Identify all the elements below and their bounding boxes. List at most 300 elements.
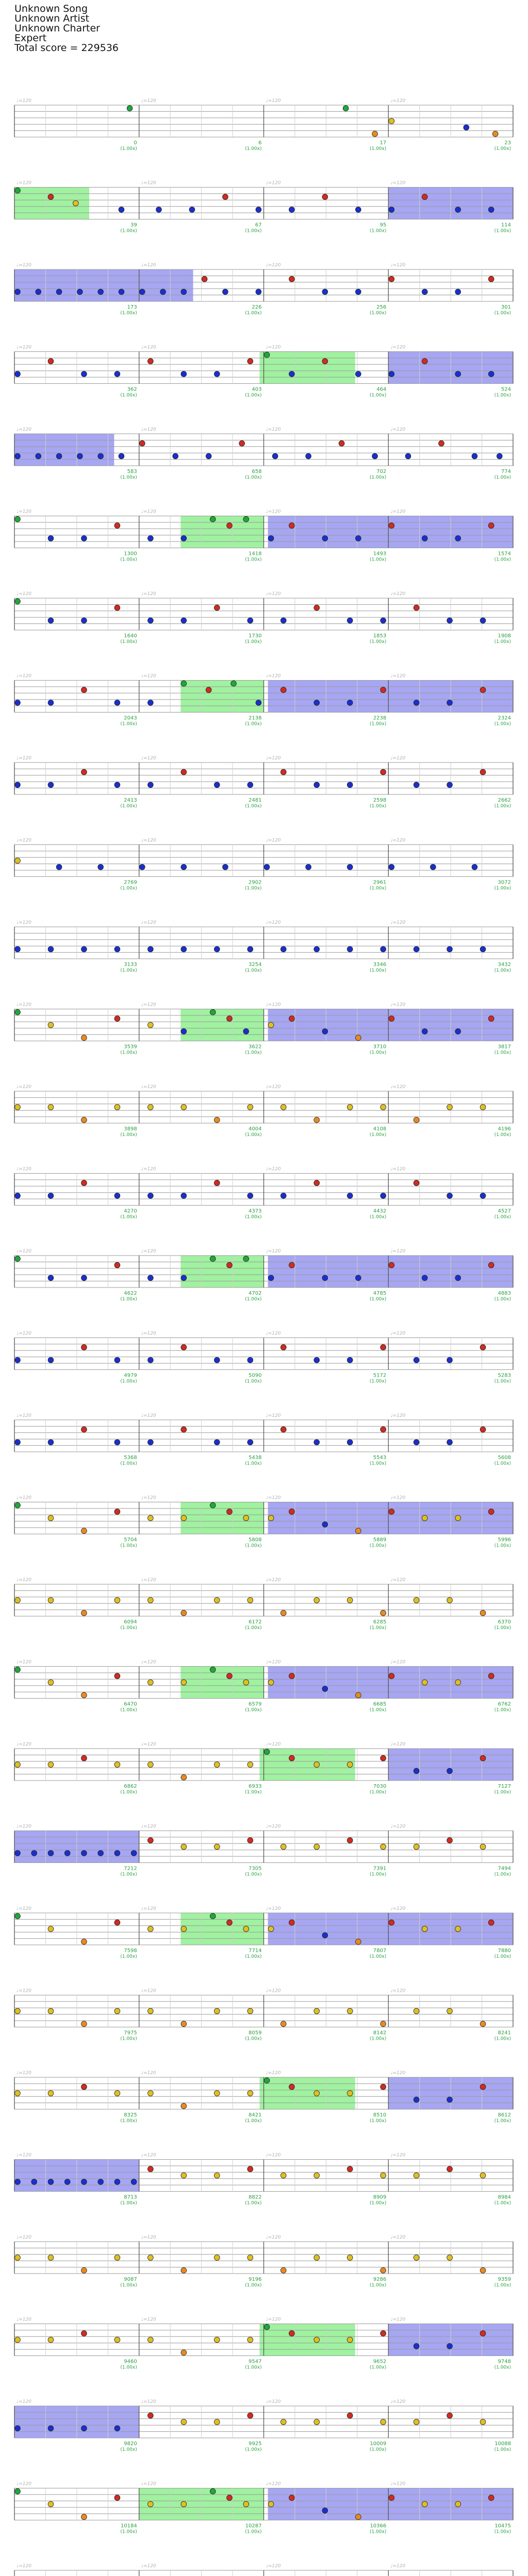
note-red (488, 1673, 494, 1679)
note-yellow (414, 2008, 419, 2014)
metronome-tempo-icon: ♩=120 (16, 180, 31, 186)
note-green (15, 2488, 21, 2494)
note-yellow (147, 2091, 153, 2096)
note-blue (256, 700, 261, 706)
note-yellow (114, 2008, 120, 2014)
measure-multiplier: (1.00x) (369, 557, 387, 563)
note-green (231, 681, 237, 686)
note-blue (389, 371, 394, 377)
note-orange (280, 2021, 286, 2027)
solo-region (180, 1256, 263, 1287)
note-blue (81, 946, 87, 952)
metronome-tempo-icon: ♩=120 (141, 180, 156, 186)
metronome-tempo-icon: ♩=120 (266, 1084, 281, 1090)
note-blue (381, 1193, 386, 1199)
note-yellow (447, 2255, 453, 2261)
measure-score: 4432 (373, 1208, 387, 1214)
metronome-tempo-icon: ♩=120 (141, 2481, 156, 2487)
note-red (480, 2331, 486, 2336)
metronome-tempo-icon: ♩=120 (16, 263, 31, 268)
note-orange (81, 2514, 87, 2520)
measure-multiplier: (1.00x) (369, 1132, 387, 1138)
measure-multiplier: (1.00x) (120, 1625, 137, 1631)
measure-score: 4979 (124, 1372, 137, 1379)
measure-multiplier: (1.00x) (369, 2447, 387, 2452)
note-blue (181, 371, 187, 377)
measure-multiplier: (1.00x) (245, 475, 262, 480)
measure-multiplier: (1.00x) (494, 1379, 511, 1384)
note-red (289, 1016, 294, 1022)
note-green (264, 1749, 270, 1755)
measure-multiplier: (1.00x) (494, 311, 511, 316)
note-blue (147, 1275, 153, 1281)
note-red (147, 2413, 153, 2418)
metronome-tempo-icon: ♩=120 (390, 98, 406, 104)
note-blue (248, 946, 253, 952)
staff-row (14, 1578, 513, 1631)
note-red (81, 769, 87, 775)
measure-score: 6172 (249, 1619, 262, 1625)
metronome-tempo-icon: ♩=120 (141, 1495, 156, 1501)
measure-multiplier: (1.00x) (494, 639, 511, 645)
metronome-tempo-icon: ♩=120 (390, 838, 406, 843)
measure-score: 8909 (373, 2194, 387, 2200)
note-yellow (414, 1598, 419, 1603)
measure-multiplier: (1.00x) (369, 1872, 387, 1877)
note-green (210, 1009, 216, 1015)
note-red (114, 523, 120, 529)
note-blue (430, 865, 436, 870)
metronome-tempo-icon: ♩=120 (266, 1906, 281, 1911)
measure-score: 2238 (373, 715, 387, 721)
staff-row (14, 838, 513, 891)
note-yellow (48, 1105, 54, 1110)
note-red (147, 1838, 153, 1843)
note-blue (447, 782, 453, 788)
note-red (81, 1427, 87, 1432)
measure-multiplier: (1.00x) (494, 393, 511, 398)
staff-row (14, 756, 513, 809)
measure-score: 3072 (498, 879, 511, 886)
note-green (181, 681, 187, 686)
note-blue (414, 700, 419, 706)
measure-multiplier: (1.00x) (369, 1954, 387, 1959)
note-red (280, 769, 286, 775)
note-red (81, 1755, 87, 1761)
measure-multiplier: (1.00x) (245, 1461, 262, 1466)
metronome-tempo-icon: ♩=120 (266, 427, 281, 432)
note-red (480, 1345, 486, 1350)
note-blue (147, 1439, 153, 1445)
note-blue (77, 453, 82, 459)
note-blue (280, 1193, 286, 1199)
note-yellow (48, 1598, 54, 1603)
note-yellow (414, 2255, 419, 2261)
note-yellow (248, 1105, 253, 1110)
measure-score: 6685 (373, 1701, 387, 1707)
metronome-tempo-icon: ♩=120 (141, 1002, 156, 1008)
note-red (206, 687, 211, 693)
note-blue (422, 536, 427, 541)
note-yellow (314, 2008, 320, 2014)
measure-score: 4622 (124, 1291, 137, 1296)
note-yellow (447, 2008, 453, 2014)
note-red (439, 440, 444, 446)
note-orange (81, 1117, 87, 1123)
note-blue (314, 782, 320, 788)
note-orange (181, 2103, 187, 2109)
metronome-tempo-icon: ♩=120 (141, 2153, 156, 2158)
note-blue (114, 2426, 120, 2431)
note-blue (243, 1029, 249, 1035)
note-yellow (422, 1515, 427, 1521)
metronome-tempo-icon: ♩=120 (141, 1413, 156, 1418)
note-yellow (381, 2419, 386, 2425)
note-yellow (422, 2501, 427, 2507)
note-yellow (48, 1680, 54, 1685)
note-orange (81, 1035, 87, 1041)
note-yellow (268, 1022, 274, 1028)
note-yellow (347, 2337, 353, 2343)
note-blue (81, 1275, 87, 1281)
note-red (381, 2331, 386, 2336)
note-yellow (480, 1105, 486, 1110)
measure-score: 8059 (249, 2030, 262, 2036)
note-blue (81, 1851, 87, 1856)
measure-score: 8713 (124, 2194, 137, 2200)
note-yellow (114, 2091, 120, 2096)
note-yellow (314, 2255, 320, 2261)
staff-row (14, 920, 513, 973)
note-blue (264, 865, 270, 870)
note-yellow (181, 2173, 187, 2178)
metronome-tempo-icon: ♩=120 (141, 1659, 156, 1665)
measure-multiplier: (1.00x) (369, 1214, 387, 1220)
metronome-tempo-icon: ♩=120 (16, 920, 31, 925)
note-red (488, 1509, 494, 1515)
note-red (114, 1920, 120, 1925)
measure-multiplier: (1.00x) (494, 146, 511, 151)
note-blue (114, 1358, 120, 1363)
note-blue (347, 1358, 353, 1363)
note-blue (15, 2426, 21, 2431)
solo-region (180, 1913, 263, 1945)
measure-multiplier: (1.00x) (494, 968, 511, 973)
staff-row (14, 1331, 513, 1384)
note-blue (77, 289, 82, 295)
note-green (15, 599, 21, 604)
star-power-region (268, 1009, 513, 1041)
measure-score: 5704 (124, 1537, 137, 1543)
note-green (15, 188, 21, 193)
note-blue (147, 700, 153, 706)
measure-multiplier: (1.00x) (120, 1707, 137, 1713)
note-yellow (347, 2008, 353, 2014)
metronome-tempo-icon: ♩=120 (390, 509, 406, 515)
note-blue (447, 1193, 453, 1199)
metronome-tempo-icon: ♩=120 (16, 1495, 31, 1501)
note-blue (347, 865, 353, 870)
measure-multiplier: (1.00x) (494, 2447, 511, 2452)
metronome-tempo-icon: ♩=120 (141, 1742, 156, 1747)
note-yellow (48, 2337, 54, 2343)
note-green (264, 2324, 270, 2330)
note-blue (214, 371, 220, 377)
note-yellow (414, 1844, 419, 1850)
note-green (243, 1256, 249, 1262)
metronome-tempo-icon: ♩=120 (390, 345, 406, 350)
note-orange (181, 2267, 187, 2273)
measure-multiplier: (1.00x) (245, 1707, 262, 1713)
note-blue (447, 1768, 453, 1774)
measure-multiplier: (1.00x) (494, 1132, 511, 1138)
note-blue (173, 453, 178, 459)
note-orange (81, 1939, 87, 1944)
note-red (381, 687, 386, 693)
note-red (81, 1345, 87, 1350)
note-blue (355, 536, 361, 541)
note-blue (414, 782, 419, 788)
note-red (447, 1838, 453, 1843)
note-red (322, 359, 328, 364)
solo-region (180, 516, 263, 548)
note-yellow (15, 1762, 21, 1768)
measure-multiplier: (1.00x) (494, 1872, 511, 1877)
measure-multiplier: (1.00x) (494, 2529, 511, 2535)
measure-score: 4004 (249, 1126, 262, 1132)
metronome-tempo-icon: ♩=120 (266, 2235, 281, 2240)
note-red (314, 1180, 320, 1186)
note-yellow (248, 2255, 253, 2261)
note-blue (322, 536, 328, 541)
staff-row (14, 1496, 513, 1549)
note-yellow (48, 2255, 54, 2261)
note-yellow (48, 1515, 54, 1521)
metronome-tempo-icon: ♩=120 (16, 1413, 31, 1418)
note-red (480, 1427, 486, 1432)
note-orange (381, 2267, 386, 2273)
note-blue (36, 453, 41, 459)
measure-multiplier: (1.00x) (120, 1379, 137, 1384)
note-red (114, 2495, 120, 2501)
metronome-tempo-icon: ♩=120 (390, 2153, 406, 2158)
note-blue (347, 700, 353, 706)
note-blue (447, 618, 453, 623)
note-blue (214, 1358, 220, 1363)
measure-multiplier: (1.00x) (120, 311, 137, 316)
metronome-tempo-icon: ♩=120 (266, 2071, 281, 2076)
note-blue (314, 946, 320, 952)
staff-row (14, 1167, 513, 1220)
note-yellow (248, 1598, 253, 1603)
note-blue (147, 1193, 153, 1199)
note-green (15, 516, 21, 522)
note-blue (455, 207, 461, 213)
metronome-tempo-icon: ♩=120 (141, 263, 156, 268)
note-red (488, 1262, 494, 1268)
measure-multiplier: (1.00x) (369, 2119, 387, 2124)
note-green (210, 1667, 216, 1672)
note-yellow (480, 1844, 486, 1850)
metronome-tempo-icon: ♩=120 (266, 98, 281, 104)
measure-multiplier: (1.00x) (494, 721, 511, 727)
note-red (422, 359, 427, 364)
note-blue (147, 1358, 153, 1363)
note-red (48, 194, 54, 200)
staff-row (14, 1824, 513, 1877)
star-power-region (14, 434, 114, 466)
metronome-tempo-icon: ♩=120 (266, 345, 281, 350)
measure-multiplier: (1.00x) (245, 2365, 262, 2370)
note-yellow (280, 1105, 286, 1110)
note-red (289, 1673, 294, 1679)
measure-multiplier: (1.00x) (369, 2283, 387, 2288)
measure-score: 5608 (498, 1455, 511, 1461)
note-yellow (15, 858, 21, 863)
note-red (289, 523, 294, 529)
note-red (181, 769, 187, 775)
note-blue (322, 1686, 328, 1692)
measure-multiplier: (1.00x) (369, 1790, 387, 1795)
note-orange (81, 1528, 87, 1534)
measure-multiplier: (1.00x) (494, 1050, 511, 1056)
note-blue (81, 618, 87, 623)
note-red (347, 1838, 353, 1843)
note-orange (214, 1117, 220, 1123)
note-yellow (314, 2419, 320, 2425)
metronome-tempo-icon: ♩=120 (390, 2235, 406, 2240)
note-yellow (314, 1762, 320, 1768)
metronome-tempo-icon: ♩=120 (16, 756, 31, 761)
measure-score: 9196 (249, 2277, 262, 2282)
staff-row (14, 1413, 513, 1466)
measure-score: 9547 (249, 2359, 262, 2365)
metronome-tempo-icon: ♩=120 (141, 1249, 156, 1254)
measure-score: 95 (380, 222, 387, 228)
metronome-tempo-icon: ♩=120 (16, 2481, 31, 2487)
note-blue (15, 946, 21, 952)
measure-multiplier: (1.00x) (494, 2119, 511, 2124)
note-red (181, 1345, 187, 1350)
measure-multiplier: (1.00x) (245, 1872, 262, 1877)
note-blue (447, 2097, 453, 2103)
measure-multiplier: (1.00x) (494, 804, 511, 809)
measure-score: 226 (252, 304, 262, 310)
note-blue (160, 289, 166, 295)
note-yellow (455, 1680, 461, 1685)
measure-multiplier: (1.00x) (120, 639, 137, 645)
solo-region (259, 1749, 355, 1781)
note-blue (139, 865, 145, 870)
measure-multiplier: (1.00x) (120, 721, 137, 727)
note-blue (48, 1439, 54, 1445)
measure-multiplier: (1.00x) (120, 2200, 137, 2206)
measure-multiplier: (1.00x) (494, 1461, 511, 1466)
note-red (48, 359, 54, 364)
measure-score: 67 (255, 222, 262, 228)
note-yellow (347, 2255, 353, 2261)
note-blue (248, 1358, 253, 1363)
note-blue (181, 1275, 187, 1281)
measure-multiplier: (1.00x) (245, 1625, 262, 1631)
measure-multiplier: (1.00x) (245, 1790, 262, 1795)
note-yellow (314, 1844, 320, 1850)
note-red (339, 440, 344, 446)
note-yellow (381, 2173, 386, 2178)
metronome-tempo-icon: ♩=120 (390, 1824, 406, 1829)
measure-multiplier: (1.00x) (245, 639, 262, 645)
note-yellow (389, 118, 394, 124)
measure-multiplier: (1.00x) (245, 311, 262, 316)
note-blue (181, 946, 187, 952)
measure-score: 3133 (124, 962, 137, 968)
note-blue (181, 865, 187, 870)
measure-multiplier: (1.00x) (120, 393, 137, 398)
metronome-tempo-icon: ♩=120 (390, 1002, 406, 1008)
note-blue (223, 865, 228, 870)
measure-score: 3539 (124, 1044, 137, 1050)
note-red (81, 687, 87, 693)
note-blue (223, 289, 228, 295)
measure-score: 7127 (498, 1784, 511, 1789)
metronome-tempo-icon: ♩=120 (266, 263, 281, 268)
note-yellow (422, 1680, 427, 1685)
note-yellow (181, 2419, 187, 2425)
note-blue (181, 1029, 187, 1035)
measure-score: 0 (134, 140, 137, 146)
note-blue (48, 618, 54, 623)
metronome-tempo-icon: ♩=120 (266, 180, 281, 186)
measure-multiplier: (1.00x) (369, 228, 387, 234)
note-red (322, 194, 328, 200)
measure-multiplier: (1.00x) (369, 721, 387, 727)
note-red (480, 769, 486, 775)
measure-score: 10475 (494, 2523, 511, 2529)
metronome-tempo-icon: ♩=120 (266, 1331, 281, 1336)
metronome-tempo-icon: ♩=120 (16, 509, 31, 515)
metronome-tempo-icon: ♩=120 (390, 1659, 406, 1665)
note-green (127, 106, 133, 111)
note-red (289, 1755, 294, 1761)
note-yellow (181, 1515, 187, 1521)
note-blue (131, 1851, 137, 1856)
note-red (389, 1016, 394, 1022)
note-blue (147, 618, 153, 623)
measure-score: 2324 (498, 715, 511, 721)
note-blue (472, 453, 477, 459)
solo-region (259, 2324, 355, 2356)
note-yellow (214, 2337, 220, 2343)
metronome-tempo-icon: ♩=120 (141, 1166, 156, 1172)
note-red (289, 1920, 294, 1925)
note-yellow (268, 2501, 274, 2507)
measure-score: 2769 (124, 879, 137, 886)
note-blue (114, 1193, 120, 1199)
metronome-tempo-icon: ♩=120 (16, 427, 31, 432)
measure-multiplier: (1.00x) (245, 1297, 262, 1302)
measure-score: 3622 (249, 1044, 262, 1050)
note-red (114, 1673, 120, 1679)
measure-multiplier: (1.00x) (369, 2036, 387, 2042)
note-red (248, 2413, 253, 2418)
metronome-tempo-icon: ♩=120 (390, 1742, 406, 1747)
note-yellow (268, 1926, 274, 1932)
note-green (15, 1667, 21, 1672)
solo-region (259, 352, 355, 384)
note-yellow (480, 2173, 486, 2178)
note-red (488, 1920, 494, 1925)
note-red (280, 687, 286, 693)
